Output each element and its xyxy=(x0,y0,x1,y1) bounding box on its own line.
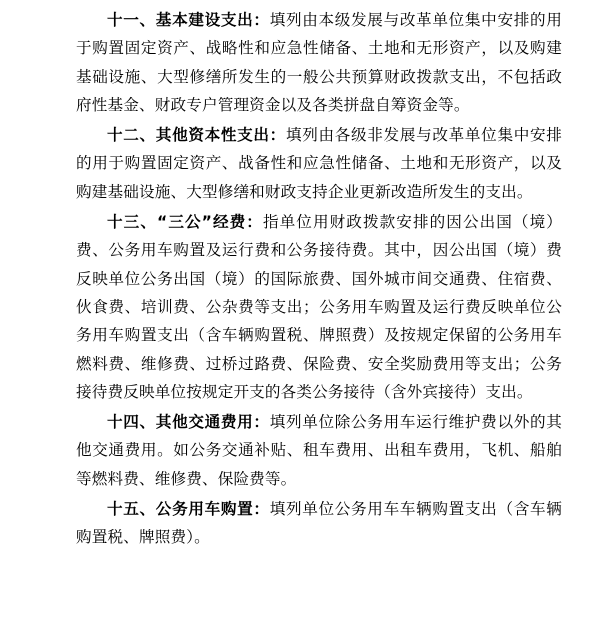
section-14-heading: 十四、其他交通费用： xyxy=(107,413,270,432)
section-12-heading: 十二、其他资本性支出： xyxy=(107,126,286,145)
section-15-heading: 十五、公务用车购置： xyxy=(107,500,270,519)
section-11-body: 填列由本级发展与改革单位集中安排的用于购置固定资产、战略性和应急性储备、土地和无形资产，以及购建基础设施、大型修缮所发生的一般公共预算财政拨款支出，不包括政府性基金、财政专户管理资金以及各类拼盘自筹资金等。 xyxy=(76,11,562,114)
section-14-body: 填列单位除公务用车运行维护费以外的其他交通费用。如公务交通补贴、租车费用、出租车费用，飞机、船舶等燃料费、维修费、保险费等。 xyxy=(76,413,562,488)
section-11 xyxy=(76,6,562,119)
section-15 xyxy=(76,495,562,552)
section-13 xyxy=(76,208,562,406)
section-13-body: 指单位用财政拨款安排的因公出国（境）费、公务用车购置及运行费和公务接待费。其中，因公出国（境）费反映单位公务出国（境）的国际旅费、国外城市间交通费、住宿费、伙食费、培训费、公杂费等支出；公务用车购置及运行费反映单位公务用车购置支出（含车辆购置税、牌照费）及按规定保留的公务用车燃料费、维修费、过桥过路费、保险费、安全奖励费用等支出；公务接待费反映单位按规定开支的各类公务接待（含外宾接待）支出。 xyxy=(76,213,563,401)
section-15-body: 填列单位公务用车车辆购置支出（含车辆购置税、牌照费）。 xyxy=(76,500,562,547)
section-11-heading: 十一、基本建设支出： xyxy=(107,11,270,29)
section-12 xyxy=(76,121,562,206)
section-13-heading: 十三、“三公”经费： xyxy=(107,213,263,232)
section-12-body: 填列由各级非发展与改革单位集中安排的用于购置固定资产、战备性和应急性储备、土地和无形资产，以及购建基础设施、大型修缮和财政支持企业更新改造所发生的支出。 xyxy=(76,126,562,201)
section-14 xyxy=(76,408,562,493)
